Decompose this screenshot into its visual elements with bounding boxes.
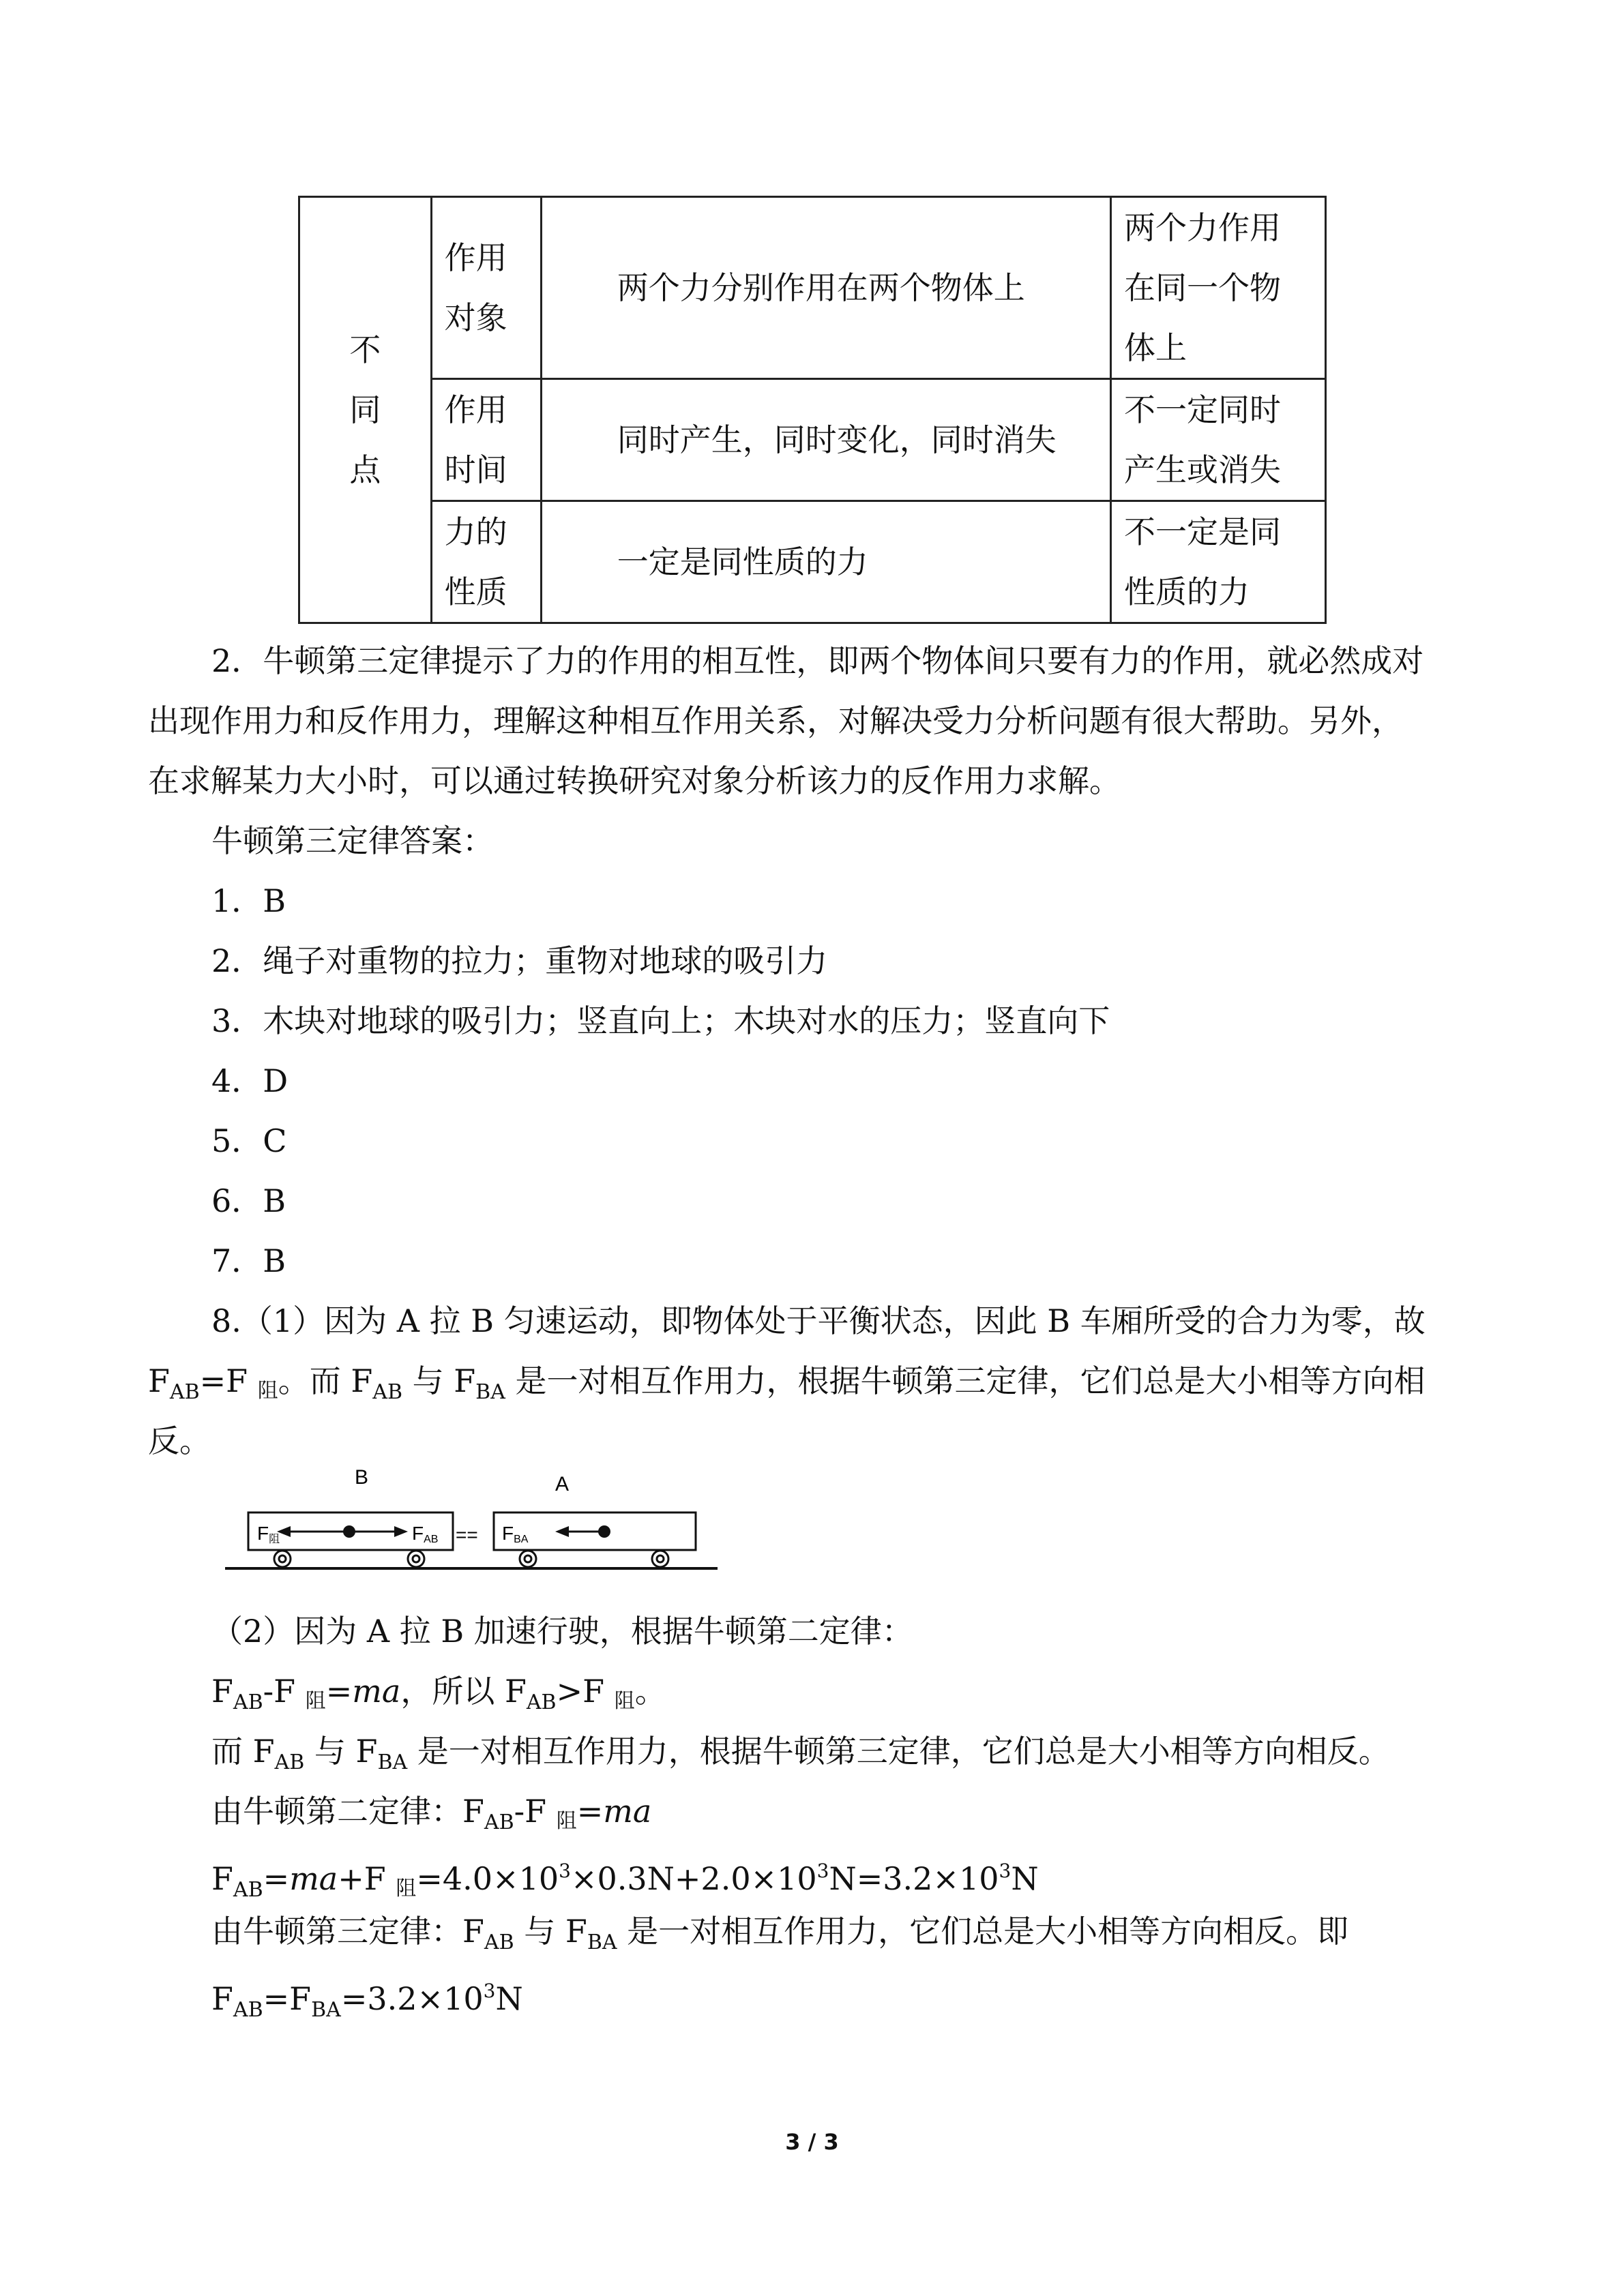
table-row (299, 501, 1326, 623)
aspect-cell: 作用 时间 (431, 379, 541, 501)
paragraph-line: 在求解某力大小时，可以通过转换研究对象分析该力的反作用力求解。 (148, 762, 1121, 799)
same-cell: 两个力分别作用在两个物体上 (541, 197, 1110, 379)
part2-line: $F_{AB}-F$ 阻=ma，所以 $F_{AB}>F$ 阻。 (211, 1673, 666, 1714)
paragraph-line: 出现作用力和反作用力，理解这种相互作用关系，对解决受力分析问题有很大帮助。另外， (148, 702, 1403, 739)
same-cell: 一定是同性质的力 (541, 501, 1110, 623)
part2-line: （2）因为 A 拉 B 加速行驶，根据牛顿第二定律： (211, 1613, 913, 1650)
answer-8-line: 8.（1）因为 A 拉 B 匀速运动，即物体处于平衡状态，因此 B 车厢所受的合力为零，故 (211, 1302, 1426, 1339)
same-cell: 同时产生，同时变化，同时消失 (541, 379, 1110, 501)
group-label-cell (299, 197, 432, 623)
coupler: == (456, 1524, 478, 1545)
table-row (299, 197, 1326, 379)
answer-item: 5．C (211, 1122, 287, 1159)
force-ba-label: FBA (502, 1523, 529, 1545)
arrow-left-icon (555, 1526, 569, 1537)
car-b-label: B (355, 1466, 369, 1489)
answer-item: 7．B (211, 1242, 286, 1279)
answer-item: 1．B (211, 882, 286, 919)
arrow-right-icon (394, 1526, 408, 1537)
answer-8-line: $F_{AB}=F$ 阻。而 $F_{AB}$ 与 $F_{BA}$ 是一对相互作用力，根据牛顿第三定律，它们总是大小相等方向相 (148, 1362, 1426, 1404)
aspect-cell: 力的 性质 (431, 501, 541, 623)
part2-line: $F_{AB}=ma+F$ 阻$=4.0\times 10^3\times 0.3N+2.0\times 10^3N=3.2\times 10^3N$ (211, 1860, 1039, 1902)
group-label-char: 同 (349, 391, 381, 428)
force-ab-label: FAB (412, 1523, 439, 1545)
wheels (274, 1551, 668, 1567)
group-label-char: 不 (349, 331, 381, 368)
part2-line: 由牛顿第三定律：$F_{AB}$ 与 $F_{BA}$ 是一对相互作用力，它们总是大小相等方向相反。即 (211, 1913, 1349, 1954)
aspect-cell: 作用 对象 (431, 197, 541, 379)
mass-point-b (343, 1525, 355, 1538)
mass-point-a (598, 1525, 610, 1538)
part2-line: $F_{AB}=F_{BA}=3.2\times 10^3N$ (211, 1980, 523, 2022)
answer-item: 6．B (211, 1182, 286, 1219)
diff-cell: 不一定同时 产生或消失 (1110, 379, 1325, 501)
car-a-label: A (555, 1473, 570, 1495)
answer-item: 4．D (211, 1062, 289, 1099)
answer-item: 3．木块对地球的吸引力；竖直向上；木块对水的压力；竖直向下 (211, 1002, 1110, 1039)
diff-cell: 不一定是同 性质的力 (1110, 501, 1325, 623)
comparison-table (298, 196, 1327, 624)
answers-title: 牛顿第三定律答案： (211, 822, 494, 859)
answer-8-line: 反。 (148, 1422, 211, 1459)
train-force-figure (220, 1465, 724, 1577)
table-row (299, 379, 1326, 501)
answer-item: 2．绳子对重物的拉力；重物对地球的吸引力 (211, 942, 828, 979)
page-number: 3 / 3 (785, 2129, 839, 2155)
force-zu-label: F阻 (257, 1523, 280, 1545)
paragraph-line: 2．牛顿第三定律提示了力的作用的相互性，即两个物体间只要有力的作用，就必然成对 (211, 642, 1424, 679)
part2-line: 由牛顿第二定律：$F_{AB}-F$ 阻=ma (211, 1793, 652, 1834)
group-label-char: 点 (349, 451, 381, 488)
diff-cell: 两个力作用 在同一个物 体上 (1110, 197, 1325, 379)
part2-line: 而 $F_{AB}$ 与 $F_{BA}$ 是一对相互作用力，根据牛顿第三定律，它们总是大小相等方向相反。 (211, 1733, 1390, 1774)
